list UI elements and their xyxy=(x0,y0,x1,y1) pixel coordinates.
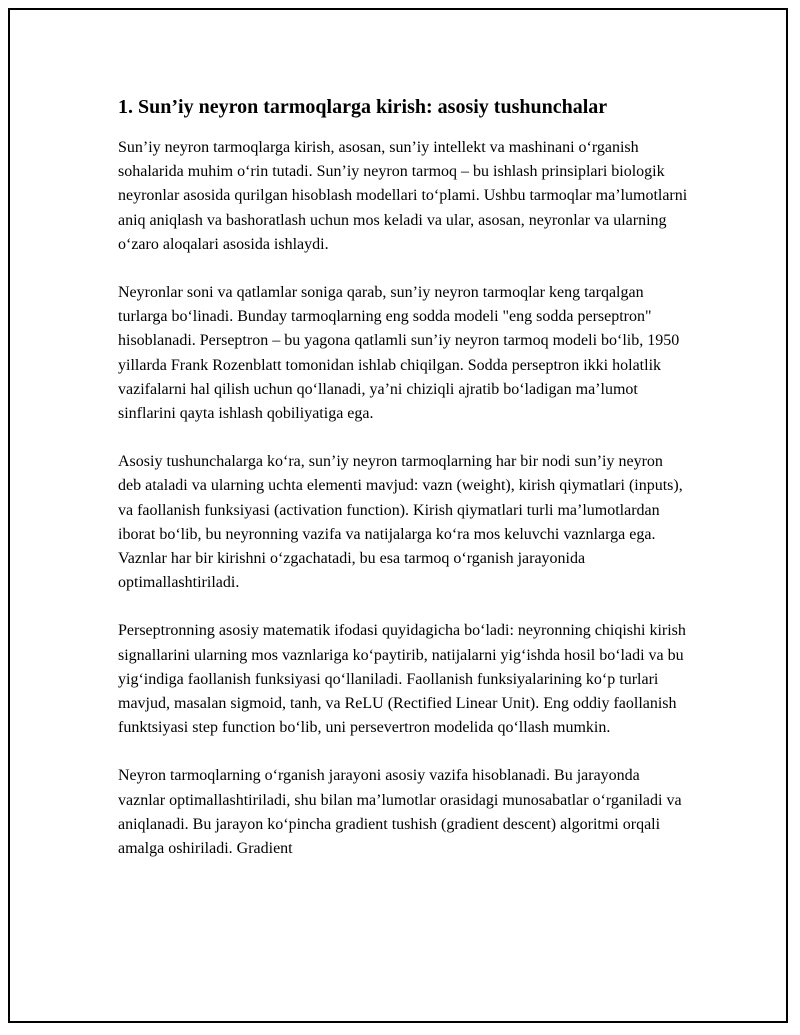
paragraph-2: Neyronlar soni va qatlamlar soniga qarab, sun’iy neyron tarmoqlar keng tarqalgan turlarga bo‘linadi. Bunday tarmoqlarning eng sodda modeli "eng sodda perseptron" hisoblanadi. Perseptron – bu yagona qatlamli sun’iy neyron tarmoq modeli bo‘lib, 1950 yillarda Frank Rozenblatt tomonidan ishlab chiqilgan. Sodda perseptron ikki holatlik vazifalarni hal qilish uchun qo‘llanadi, ya’ni chiziqli ajratib bo‘ladigan ma’lumot sinflarini qayta ishlash qobiliyatiga ega. xyxy=(118,284,680,423)
paragraph-4: Perseptronning asosiy matematik ifodasi quyidagicha bo‘ladi: neyronning chiqishi kirish signallarini ularning mos vaznlariga ko‘paytirib, natijalarni yig‘ishda hosil bo‘ladi va bu yig‘indiga faollanish funksiyasi qo‘llaniladi. Faollanish funksiyalarining ko‘p turlari mavjud, masalan sigmoid, tanh, va ReLU (Rectified Linear Unit). Eng oddiy faollanish funktsiyasi step function bo‘lib, uni persevertron modelida qo‘llash mumkin. xyxy=(118,622,686,737)
paragraph-5: Neyron tarmoqlarning o‘rganish jarayoni asosiy vazifa hisoblanadi. Bu jarayonda vaznlar optimallashtiriladi, shu bilan ma’lumotlar orasidagi munosabatlar o‘rganiladi va aniqlanadi. Bu jarayon ko‘pincha gradient tushish (gradient descent) algoritmi orqali amalga oshiriladi. Gradient xyxy=(118,767,682,858)
section-heading: 1. Sun’iy neyron tarmoqlarga kirish: asosiy tushunchalar xyxy=(118,96,608,118)
document-body xyxy=(118,94,690,885)
paragraph-3: Asosiy tushunchalarga ko‘ra, sun’iy neyron tarmoqlarning har bir nodi sun’iy neyron deb ataladi va ularning uchta elementi mavjud: vazn (weight), kirish qiymatlari (inputs), va faollanish funksiyasi (activation function). Kirish qiymatlari turli ma’lumotlardan iborat bo‘lib, bu neyronning vazifa va natijalarga ko‘ra mos keluvchi vaznlarga ega. Vaznlar har bir kirishni o‘zgachatadi, bu esa tarmoq o‘rganish jarayonida optimallashtiriladi. xyxy=(118,453,683,592)
paragraph-1: Sun’iy neyron tarmoqlarga kirish, asosan, sun’iy intellekt va mashinani o‘rganish sohalarida muhim o‘rin tutadi. Sun’iy neyron tarmoq – bu ishlash prinsiplari biologik neyronlar asosida qurilgan hisoblash modellari to‘plami. Ushbu tarmoqlar ma’lumotlarni aniq aniqlash va bashoratlash uchun mos keladi va ular, asosan, neyronlar va ularning o‘zaro aloqalari asosida ishlaydi. xyxy=(118,139,688,253)
